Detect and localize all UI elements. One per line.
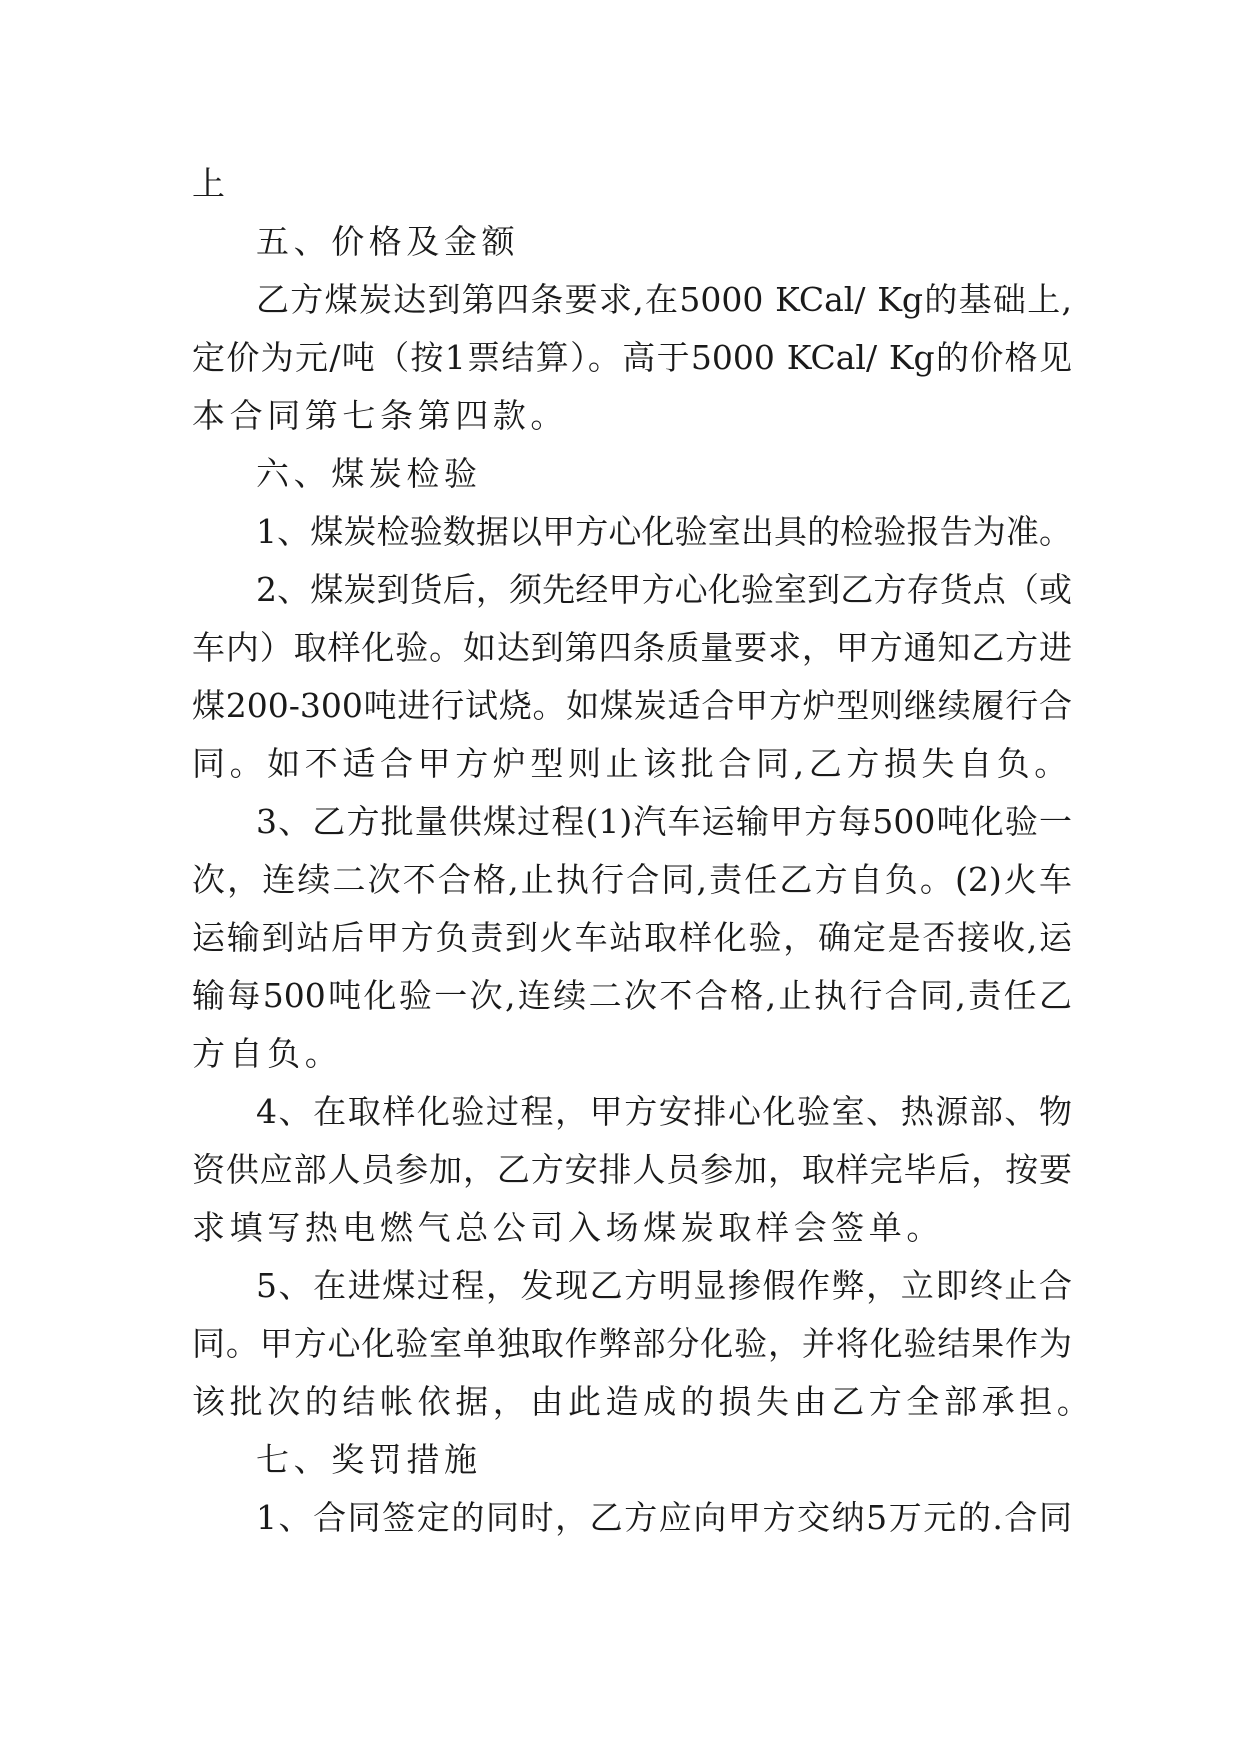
text-line: 4、在取样化验过程，甲方安排心化验室、热源部、物	[256, 1092, 1072, 1131]
text-line: 1、合同签定的同时，乙方应向甲方交纳5万元的.合同	[256, 1498, 1072, 1537]
section-heading: 七、奖罚措施	[256, 1440, 482, 1479]
text-line: 同。如不适合甲方炉型则止该批合同,乙方损失自负。	[192, 744, 1072, 783]
text-line: 求填写热电燃气总公司入场煤炭取样会签单。	[192, 1208, 944, 1247]
text-line: 同。甲方心化验室单独取作弊部分化验，并将化验结果作为	[192, 1324, 1072, 1363]
text-line: 车内）取样化验。如达到第四条质量要求，甲方通知乙方进	[192, 628, 1072, 667]
text-line: 2、煤炭到货后，须先经甲方心化验室到乙方存货点（或	[256, 570, 1072, 609]
text-line: 输每500吨化验一次,连续二次不合格,止执行合同,责任乙	[192, 976, 1072, 1015]
text-line: 3、乙方批量供煤过程(1)汽车运输甲方每500吨化验一	[256, 802, 1072, 841]
text-line: 次，连续二次不合格,止执行合同,责任乙方自负。(2)火车	[192, 860, 1072, 899]
text-line: 乙方煤炭达到第四条要求,在5000 KCal/ Kg的基础上,	[256, 280, 1072, 319]
text-line: 上	[192, 164, 230, 203]
text-line: 煤200-300吨进行试烧。如煤炭适合甲方炉型则继续履行合	[192, 686, 1072, 725]
text-line: 定价为元/吨（按1票结算）。高于5000 KCal/ Kg的价格见	[192, 338, 1072, 377]
text-line: 1、煤炭检验数据以甲方心化验室出具的检验报告为准。	[256, 512, 1072, 551]
text-line: 方自负。	[192, 1034, 343, 1073]
text-line: 资供应部人员参加，乙方安排人员参加，取样完毕后，按要	[192, 1150, 1072, 1189]
text-line: 5、在进煤过程，发现乙方明显掺假作弊，立即终止合	[256, 1266, 1072, 1305]
text-line: 本合同第七条第四款。	[192, 396, 568, 435]
text-line: 该批次的结帐依据，由此造成的损失由乙方全部承担。	[192, 1382, 1095, 1421]
text-line: 运输到站后甲方负责到火车站取样化验，确定是否接收,运	[192, 918, 1072, 957]
section-heading: 六、煤炭检验	[256, 454, 482, 493]
section-heading: 五、价格及金额	[256, 222, 520, 261]
